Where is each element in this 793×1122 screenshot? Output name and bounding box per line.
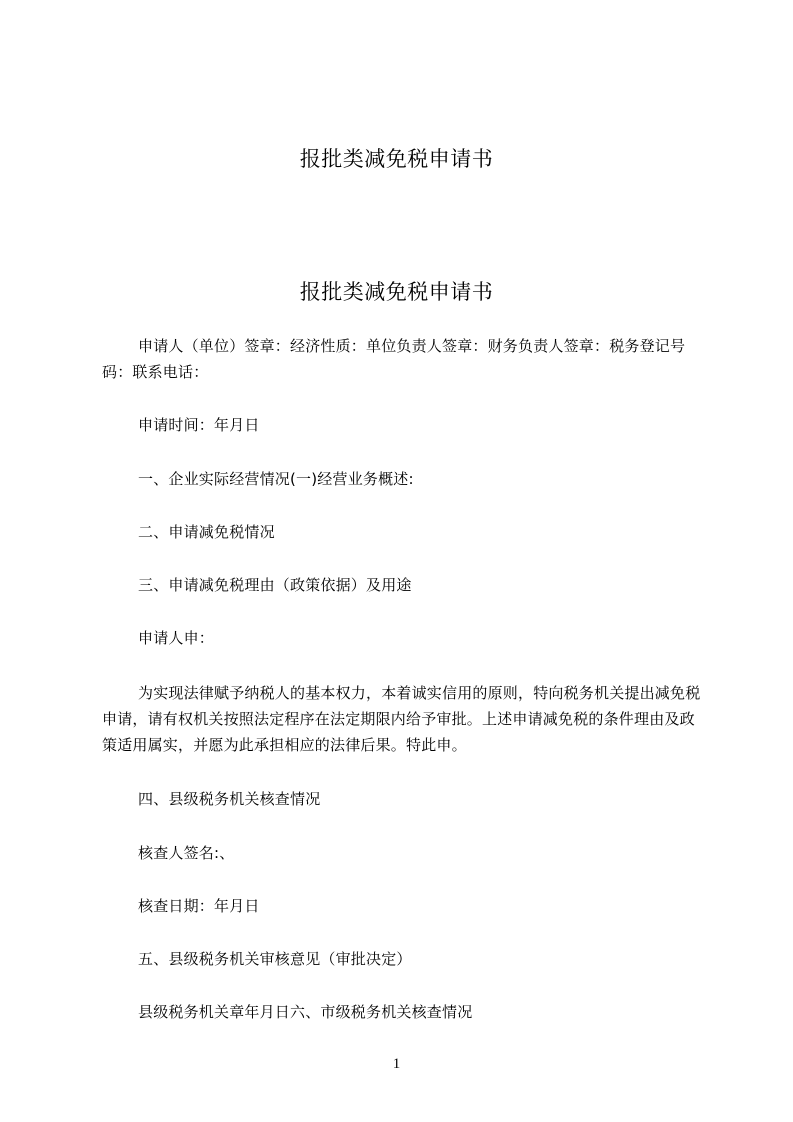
document-title: 报批类减免税申请书 bbox=[299, 280, 494, 304]
header-title: 报批类减免税申请书 bbox=[299, 147, 494, 171]
page-number: 1 bbox=[392, 1056, 401, 1072]
application-time: 申请时间：年月日 bbox=[138, 416, 260, 434]
applicant-statement-label: 申请人申： bbox=[138, 629, 215, 647]
section-3-heading: 三、申请减免税理由（政策依据）及用途 bbox=[138, 576, 412, 594]
county-seal-and-section-6: 县级税务机关章年月日六、市级税务机关核查情况 bbox=[138, 1003, 473, 1021]
applicant-fields: 申请人（单位）签章：经济性质：单位负责人签章：财务负责人签章：税务登记号码：联系电话： bbox=[102, 337, 686, 381]
inspection-date: 核查日期：年月日 bbox=[138, 897, 260, 915]
section-2-heading: 二、申请减免税情况 bbox=[138, 523, 275, 541]
declaration-paragraph: 为实现法律赋予纳税人的基本权力，本着诚实信用的原则，特向税务机关提出减免税申请，请有权机关按照法定程序在法定期限内给予审批。上述申请减免税的条件理由及政策适用属实，并愿为此承担相应的法律后果。特此申。 bbox=[102, 684, 701, 754]
section-4-heading: 四、县级税务机关核查情况 bbox=[138, 790, 321, 808]
inspector-signature: 核查人签名:、 bbox=[138, 844, 235, 862]
section-1-heading: 一、企业实际经营情况(一)经营业务概述: bbox=[138, 470, 414, 488]
section-5-heading: 五、县级税务机关审核意见（审批决定） bbox=[138, 950, 412, 968]
